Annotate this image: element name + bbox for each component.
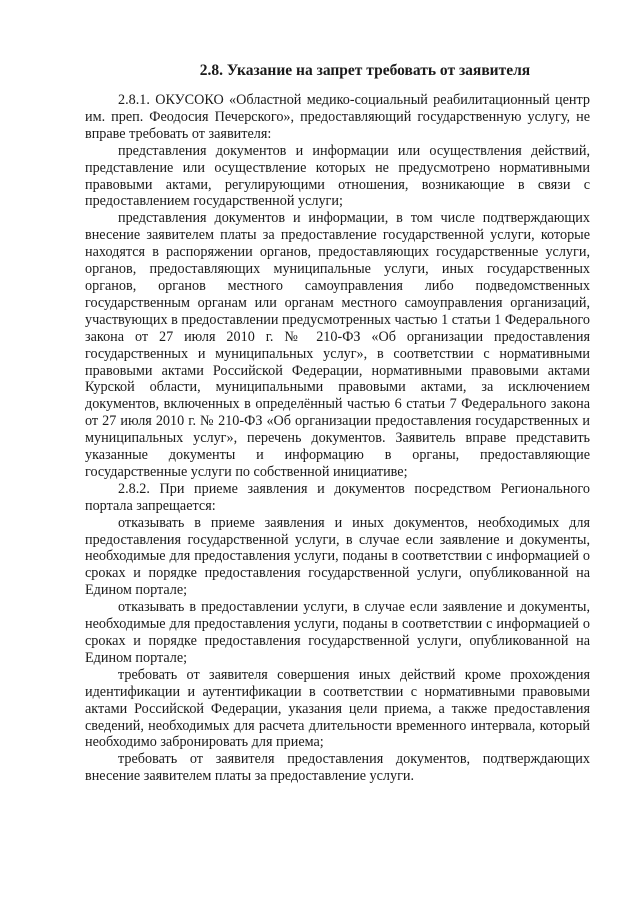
paragraph-2-8-2: 2.8.2. При приеме заявления и документов посредством Регионального портала запрещается: [85, 480, 590, 514]
paragraph-prohibition-1: отказывать в приеме заявления и иных документов, необходимых для предоставления государственной услуги, в случае если заявление и документы, необходимые для предоставления услуги, поданы в соответствии с информацией о сроках и порядке предоставления государственной услуги, опубликованной на Едином портале; [85, 514, 590, 599]
paragraph-requirement-1: представления документов и информации или осуществления действий, представление или осуществление которых не предусмотрено нормативными правовыми актами, регулирующими отношения, возникающие в связи с предоставлением государственной услуги; [85, 142, 590, 210]
section-title: 2.8. Указание на запрет требовать от заявителя [199, 62, 531, 79]
paragraph-requirement-2: представления документов и информации, в том числе подтверждающих внесение заявителем платы за предоставление государственной услуги, которые находятся в распоряжении органов, предоставляющих государственные услуги, органов, предоставляющих муниципальные услуги, иных государственных органов, органов местного самоуправления либо подведомственных государственным органам или органам местного самоуправления организаций, участвующих в предоставлении предусмотренных частью 1 статьи 1 Федерального закона от 27 июля 2010 г. № 210-ФЗ «Об организации предоставления государственных и муниципальных услуг», в соответствии с нормативными правовыми актами Российской Федерации, нормативными правовыми актами Курской области, муниципальными правовыми актами, за исключением документов, включенных в определённый частью 6 статьи 7 Федерального закона от 27 июля 2010 г. № 210-ФЗ «Об организации предоставления государственных и муниципальных услуг», перечень документов. Заявитель вправе представить указанные документы и информацию в органы, предоставляющие государственные услуги по собственной инициативе; [85, 210, 590, 480]
paragraph-2-8-1: 2.8.1. ОКУСОКО «Областной медико-социальный реабилитационный центр им. преп. Феодосия Печерского», предоставляющий государственную услугу, не вправе требовать от заявителя: [85, 92, 590, 142]
paragraph-prohibition-2: отказывать в предоставлении услуги, в случае если заявление и документы, необходимые для предоставления услуги, поданы в соответствии с информацией о сроках и порядке предоставления государственной услуги, опубликованной на Едином портале; [85, 599, 590, 666]
section-body [85, 92, 590, 785]
paragraph-prohibition-3: требовать от заявителя совершения иных действий кроме прохождения идентификации и аутентификации в соответствии с нормативными правовыми актами Российской Федерации, указания цели приема, а также предоставления сведений, необходимых для расчета длительности временного интервала, который необходимо забронировать для приема; [85, 666, 590, 751]
paragraph-prohibition-4: требовать от заявителя предоставления документов, подтверждающих внесение заявителем платы за предоставление услуги. [85, 751, 590, 785]
